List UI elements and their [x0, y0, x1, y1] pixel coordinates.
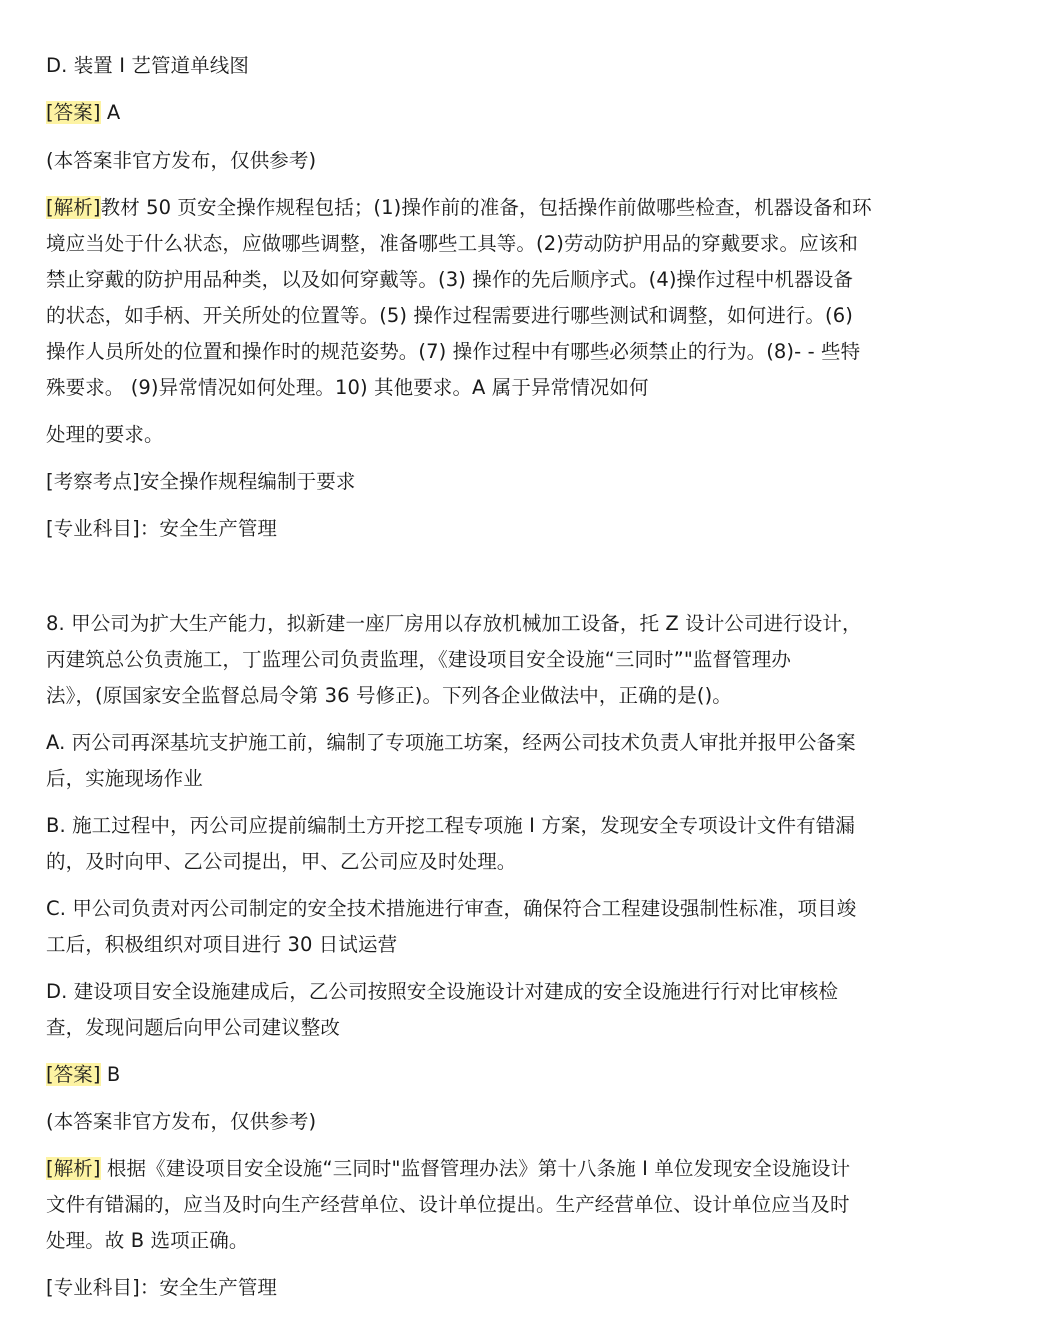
q8-option-a-line-2: 后，实施现场作业	[46, 767, 203, 790]
prev-analysis-tail: 处理的要求。	[46, 423, 164, 446]
q8-option-d-line-2: 查，发现问题后向甲公司建议整改	[46, 1016, 341, 1039]
prev-option-d: D. 装置 I 艺管道单线图	[46, 54, 249, 77]
prev-analysis-line-6: 殊要求。 (9)异常情况如何处理。10) 其他要求。A 属于异常情况如何	[46, 376, 649, 399]
analysis-label: [解析]	[46, 196, 101, 219]
answer-value: B	[100, 1063, 121, 1086]
q8-disclaimer: (本答案非官方发布，仅供参考)	[46, 1110, 317, 1133]
prev-exam-point: [考察考点]安全操作规程编制于要求	[46, 470, 356, 493]
q8-stem-line-2: 丙建筑总公负责施工，丁监理公司负责监理，《建设项目安全设施“三同时”"监督管理办	[46, 648, 791, 671]
q8-stem-line-1: 8. 甲公司为扩大生产能力，拟新建一座厂房用以存放机械加工设备，托 Z 设计公司进行设计，	[46, 612, 862, 635]
q8-subject: [专业科目]：安全生产管理	[46, 1276, 278, 1299]
prev-answer	[46, 101, 976, 125]
prev-analysis-line-1: [解析]教材 50 页安全操作规程包括；(1)操作前的准备，包括操作前做哪些检查，机器设备和环	[46, 196, 872, 219]
prev-analysis-line-5: 操作人员所处的位置和操作时的规范姿势。(7) 操作过程中有哪些必须禁止的行为。(8)- - 些特	[46, 340, 861, 363]
prev-subject: [专业科目]：安全生产管理	[46, 517, 278, 540]
q8-option-c-line-2: 工后，积极组织对项目进行 30 日试运营	[46, 933, 398, 956]
answer-label: [答案]	[46, 101, 101, 124]
answer-label: [答案]	[46, 1063, 101, 1086]
answer-value: A	[100, 101, 121, 124]
q8-answer	[46, 1063, 976, 1087]
prev-analysis-line-2: 境应当处于什么状态，应做哪些调整，准备哪些工具等。(2)劳动防护用品的穿戴要求。应该和	[46, 232, 858, 255]
q8-analysis-line-2: 文件有错漏的，应当及时向生产经营单位、设计单位提出。生产经营单位、设计单位应当及时	[46, 1193, 850, 1216]
q8-stem-line-3: 法》，(原国家安全监督总局令第 36 号修正)。下列各企业做法中，正确的是()。	[46, 684, 732, 707]
q8-option-a-line-1: A. 丙公司再深基坑支护施工前，编制了专项施工坊案，经两公司技术负责人审批并报甲公备案	[46, 731, 856, 754]
q8-option-c-line-1: C. 甲公司负责对丙公司制定的安全技术措施进行审查，确保符合工程建设强制性标准，项目竣	[46, 897, 857, 920]
prev-analysis-line-4: 的状态，如手柄、开关所处的位置等。(5) 操作过程需要进行哪些测试和调整，如何进行。(6)	[46, 304, 853, 327]
q8-analysis-line-3: 处理。故 B 选项正确。	[46, 1229, 249, 1252]
q8-analysis-line-1: [解析] 根据《建设项目安全设施“三同时"监督管理办法》第十八条施 I 单位发现安全设施设计	[46, 1157, 851, 1180]
prev-analysis-line-3: 禁止穿戴的防护用品种类，以及如何穿戴等。(3) 操作的先后顺序式。(4)操作过程中机器设备	[46, 268, 853, 291]
q8-option-b-line-2: 的，及时向甲、乙公司提出，甲、乙公司应及时处理。	[46, 850, 517, 873]
analysis-label: [解析]	[46, 1157, 101, 1180]
q8-option-d-line-1: D. 建设项目安全设施建成后，乙公司按照安全设施设计对建成的安全设施进行行对比审核检	[46, 980, 839, 1003]
prev-disclaimer: (本答案非官方发布，仅供参考)	[46, 149, 317, 172]
q8-option-b-line-1: B. 施工过程中，丙公司应提前编制土方开挖工程专项施 I 方案，发现安全专项设计文件有错漏	[46, 814, 855, 837]
